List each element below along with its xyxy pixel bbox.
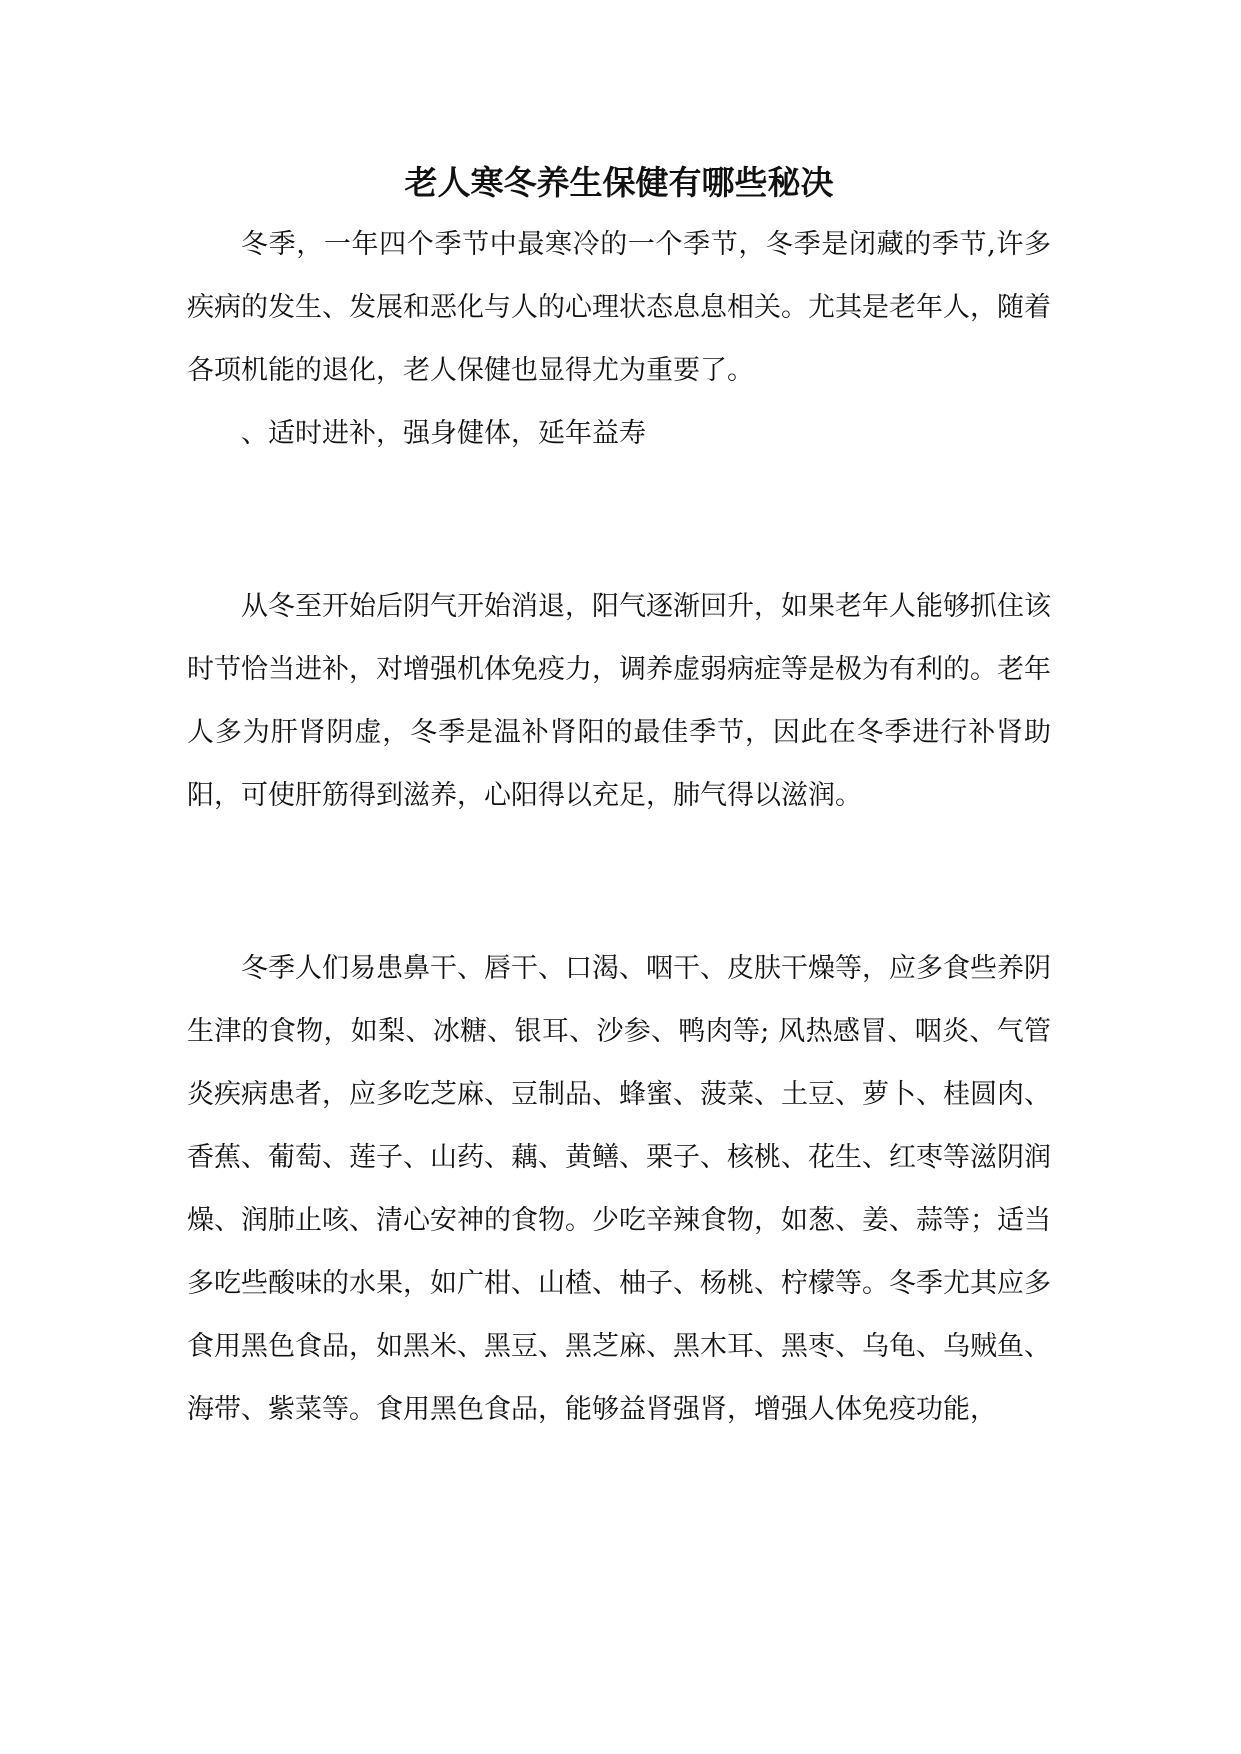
body-paragraph-2: 冬季人们易患鼻干、唇干、口渴、咽干、皮肤干燥等，应多食些养阴生津的食物，如梨、冰糖、银耳、沙参、鸭肉等; 风热感冒、咽炎、气管炎疾病患者，应多吃芝麻、豆制品、蜂蜜、菠菜、土豆、萝卜、桂圆肉、香蕉、葡萄、莲子、山药、藕、黄鳝、栗子、核桃、花生、红枣等滋阴润燥、润肺止咳、清心安神的食物。少吃辛辣食物，如葱、姜、蒜等；适当多吃些酸味的水果，如广柑、山楂、柚子、杨桃、柠檬等。冬季尤其应多食用黑色食品，如黑米、黑豆、黑芝麻、黑木耳、黑枣、乌龟、乌贼鱼、海带、紫菜等。食用黑色食品，能够益肾强肾，增强人体免疫功能，	[187, 953, 1051, 1425]
body-paragraph-1: 从冬至开始后阴气开始消退，阳气逐渐回升，如果老年人能够抓住该时节恰当进补，对增强机体免疫力，调养虚弱病症等是极为有利的。老年人多为肝肾阴虚，冬季是温补肾阳的最佳季节，因此在冬季进行补肾助阳，可使肝筋得到滋养，心阳得以充足，肺气得以滋润。	[187, 591, 1051, 811]
intro-paragraph: 冬季，一年四个季节中最寒冷的一个季节，冬季是闭藏的季节,许多疾病的发生、发展和恶化与人的心理状态息息相关。尤其是老年人，随着各项机能的退化，老人保健也显得尤为重要了。	[187, 229, 1051, 386]
document-body	[187, 153, 1051, 1441]
blank-space	[187, 827, 1051, 937]
blank-space	[187, 465, 1051, 575]
document-title: 老人寒冬养生保健有哪些秘决	[404, 163, 834, 202]
section-heading: 、适时进补，强身健体，延年益寿	[241, 418, 646, 449]
